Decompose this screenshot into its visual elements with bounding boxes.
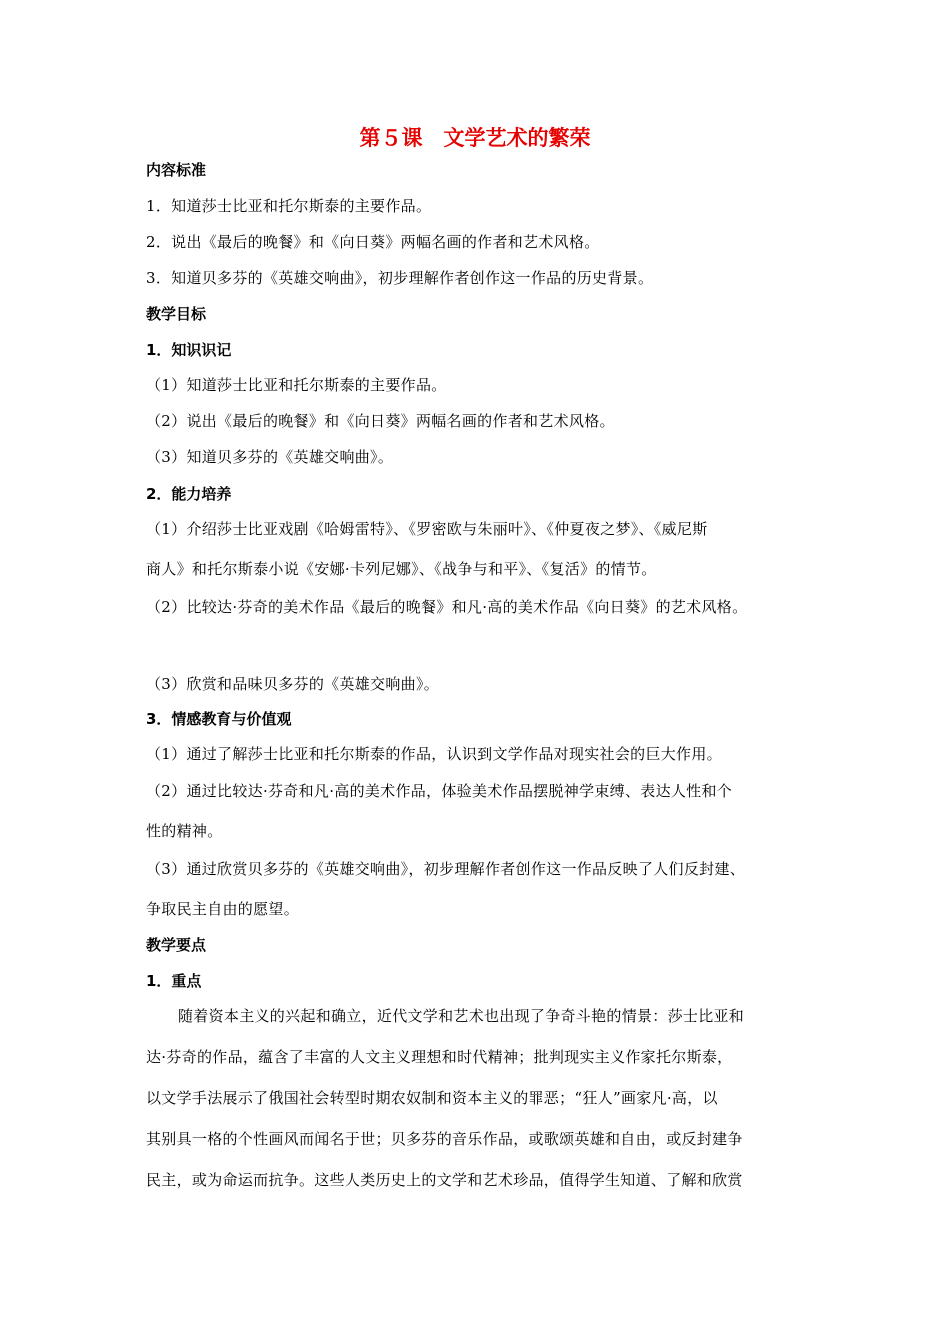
paragraph-line: 以文学手法展示了俄国社会转型时期农奴制和资本主义的罪恶；“狂人”画家凡·高，以 <box>146 1089 718 1107</box>
list-item-continuation: 争取民主自由的愿望。 <box>146 900 300 918</box>
page-title: 第５课 文学艺术的繁荣 <box>359 126 591 150</box>
list-item: （1）通过了解莎士比亚和托尔斯泰的作品，认识到文学作品对现实社会的巨大作用。 <box>146 745 722 763</box>
list-item-continuation: 性的精神。 <box>146 822 223 840</box>
list-item: 2．说出《最后的晚餐》和《向日葵》两幅名画的作者和艺术风格。 <box>146 233 600 251</box>
list-item: （1）知道莎士比亚和托尔斯泰的主要作品。 <box>146 376 447 394</box>
list-item: （2）比较达·芬奇的美术作品《最后的晚餐》和凡·高的美术作品《向日葵》的艺术风格。 <box>146 598 748 616</box>
list-item: （3）通过欣赏贝多芬的《英雄交响曲》，初步理解作者创作这一作品反映了人们反封建、 <box>146 860 746 878</box>
subheading-ability: 2．能力培养 <box>146 485 232 503</box>
subheading-knowledge: 1．知识识记 <box>146 341 232 359</box>
list-item: 1．知道莎士比亚和托尔斯泰的主要作品。 <box>146 197 432 215</box>
paragraph-line: 民主，或为命运而抗争。这些人类历史上的文学和艺术珍品，值得学生知道、了解和欣赏 <box>146 1171 743 1189</box>
paragraph-line: 其别具一格的个性画风而闻名于世；贝多芬的音乐作品，或歌颂英雄和自由，或反封建争 <box>146 1130 743 1148</box>
subheading-key-point: 1．重点 <box>146 972 202 990</box>
list-item: （1）介绍莎士比亚戏剧《哈姆雷特》、《罗密欧与朱丽叶》、《仲夏夜之梦》、《威尼斯 <box>146 520 708 538</box>
list-item: 3．知道贝多芬的《英雄交响曲》，初步理解作者创作这一作品的历史背景。 <box>146 269 654 287</box>
list-item-continuation: 商人》和托尔斯泰小说《安娜·卡列尼娜》、《战争与和平》、《复活》的情节。 <box>146 560 657 578</box>
paragraph-line: 随着资本主义的兴起和确立，近代文学和艺术也出现了争奇斗艳的情景：莎士比亚和 <box>178 1007 745 1025</box>
paragraph-line: 达·芬奇的作品，蕴含了丰富的人文主义理想和时代精神；批判现实主义作家托尔斯泰， <box>146 1048 733 1066</box>
heading-teaching-goals: 教学目标 <box>146 305 207 323</box>
subheading-emotion-values: 3．情感教育与价值观 <box>146 710 292 728</box>
heading-content-standard: 内容标准 <box>146 161 207 179</box>
list-item: （2）通过比较达·芬奇和凡·高的美术作品，体验美术作品摆脱神学束缚、表达人性和个 <box>146 782 733 800</box>
heading-teaching-points: 教学要点 <box>146 936 207 954</box>
list-item: （3）欣赏和品味贝多芬的《英雄交响曲》。 <box>146 675 440 693</box>
list-item: （2）说出《最后的晚餐》和《向日葵》两幅名画的作者和艺术风格。 <box>146 412 615 430</box>
list-item: （3）知道贝多芬的《英雄交响曲》。 <box>146 448 394 466</box>
